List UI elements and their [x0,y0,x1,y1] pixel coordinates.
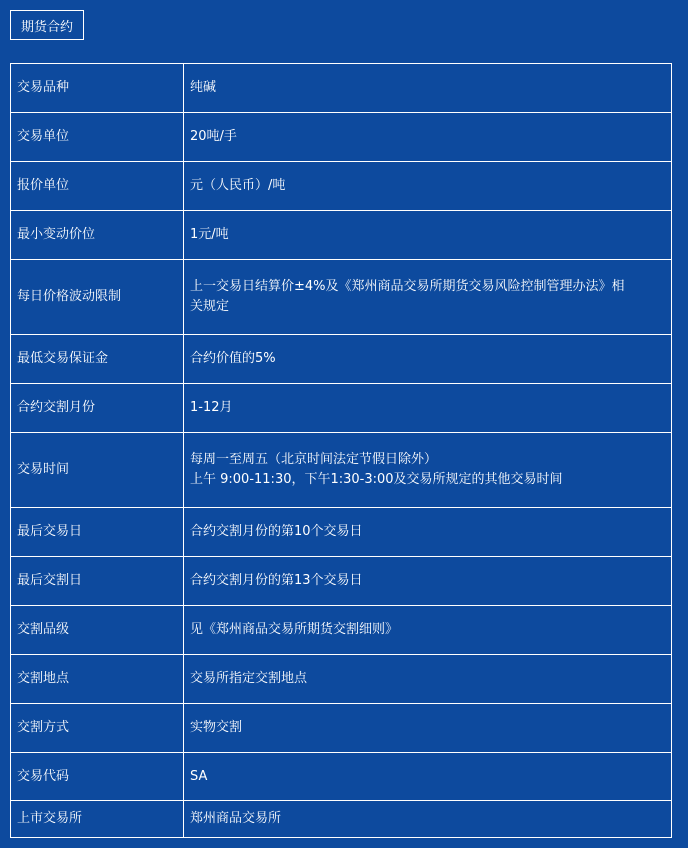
row-label: 交割方式 [11,704,184,753]
row-value [184,557,672,606]
row-label: 每日价格波动限制 [11,260,184,335]
row-value [184,211,672,260]
row-value-line: 1-12月 [190,400,233,415]
table-row [11,655,672,704]
table-row [11,64,672,113]
row-value-line: 关规定 [190,299,230,314]
table-row [11,433,672,508]
row-value [184,162,672,211]
row-value-line: 合约交割月份的第10个交易日 [190,524,363,539]
row-value-line: SA [190,768,208,784]
section-title: 期货合约 [10,10,84,40]
row-value-line: 合约交割月份的第13个交易日 [190,573,363,588]
row-value-line: 见《郑州商品交易所期货交割细则》 [190,622,399,637]
row-value-line: 每周一至周五（北京时间法定节假日除外） [190,452,438,467]
table-row [11,508,672,557]
table-row [11,753,672,801]
table-row [11,801,672,838]
row-value-line: 上午 9:00-11:30，下午1:30-3:00及交易所规定的其他交易时间 [190,472,563,487]
row-value-line: 上一交易日结算价±4%及《郑州商品交易所期货交易风险控制管理办法》相 [190,279,625,294]
row-label: 交易单位 [11,113,184,162]
row-label: 报价单位 [11,162,184,211]
row-value-line: 交易所指定交割地点 [190,671,308,686]
table-row [11,557,672,606]
row-value [184,801,672,838]
row-value [184,260,672,335]
row-value [184,508,672,557]
table-row [11,113,672,162]
row-label: 上市交易所 [11,801,184,838]
table-row [11,335,672,384]
row-value-line: 元（人民币）/吨 [190,178,286,193]
row-label: 最后交割日 [11,557,184,606]
row-value [184,384,672,433]
row-value [184,433,672,508]
row-label: 最小变动价位 [11,211,184,260]
table-row [11,260,672,335]
row-value [184,113,672,162]
row-label: 最后交易日 [11,508,184,557]
row-value-line: 实物交割 [190,720,243,735]
row-value [184,606,672,655]
row-value [184,704,672,753]
table-row [11,211,672,260]
row-label: 交易时间 [11,433,184,508]
row-label: 交割地点 [11,655,184,704]
row-label: 交易代码 [11,753,184,801]
row-value [184,753,672,801]
row-value-line: 1元/吨 [190,227,229,242]
row-value-line: 合约价值的5% [190,351,276,366]
table-row [11,704,672,753]
table-row [11,384,672,433]
table-row [11,162,672,211]
row-label: 交易品种 [11,64,184,113]
table-row [11,606,672,655]
row-value-line: 郑州商品交易所 [190,811,282,826]
contract-spec-table [10,63,672,838]
row-value [184,335,672,384]
row-value-line: 纯碱 [190,80,217,95]
row-label: 合约交割月份 [11,384,184,433]
row-value-line: 20吨/手 [190,129,237,144]
row-value [184,655,672,704]
row-value [184,64,672,113]
row-label: 交割品级 [11,606,184,655]
row-label: 最低交易保证金 [11,335,184,384]
